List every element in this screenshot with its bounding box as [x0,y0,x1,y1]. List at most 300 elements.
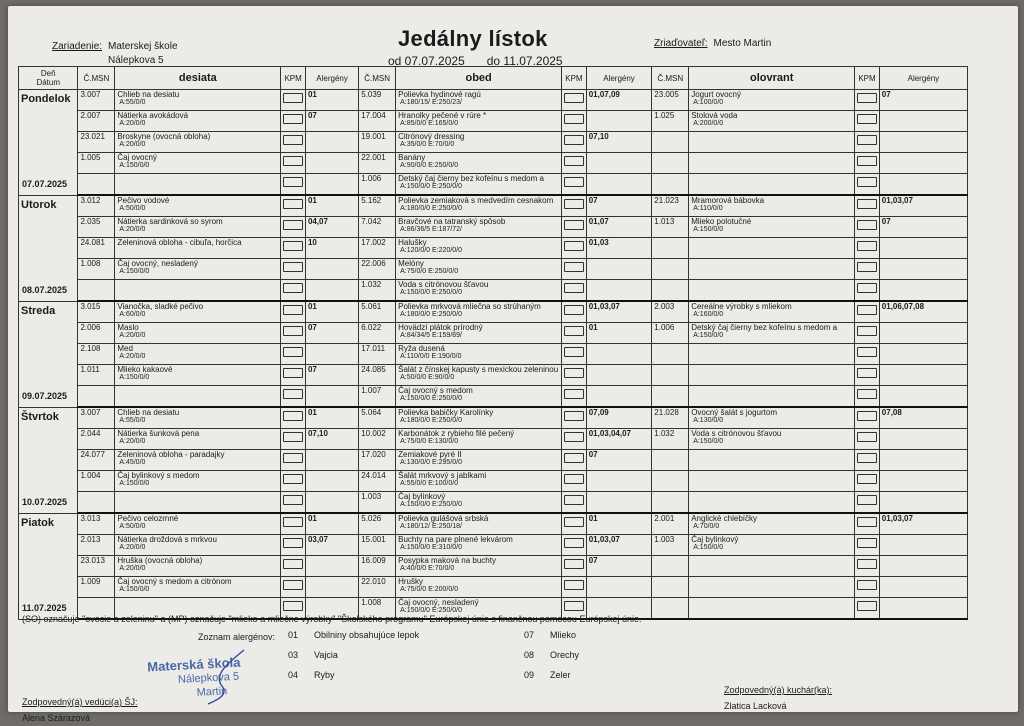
day-cell [19,407,78,513]
table-row [19,407,968,429]
table-row [19,471,968,492]
desiata-kpm-cell [281,407,306,429]
desiata-kpm-cell [281,90,306,111]
obed-dish-name: Halušky [398,238,427,247]
obed-msn-code: 10.002 [359,429,396,450]
olovrant-allergens [879,577,967,598]
obed-dish-cell [396,344,562,365]
obed-dish-amount: A:180/12/ E:250/18/ [400,523,462,530]
obed-allergens [586,280,652,302]
olovrant-kpm-cell [855,556,880,577]
olovrant-dish-amount: A:70/0/0 [693,523,720,530]
desiata-msn-code: 3.007 [78,407,115,429]
olovrant-msn-code [652,386,689,408]
allergen-legend-item [524,630,576,640]
table-row [19,217,968,238]
obed-kpm-cell [562,280,587,302]
obed-dish-cell [396,513,562,535]
kpm-checkbox [857,559,877,569]
obed-dish-amount: A:85/0/0 E:165/0/0 [400,120,459,127]
table-row [19,365,968,386]
desiata-dish-amount: A:150/0/0 [119,374,150,381]
allergen-name: Ryby [314,670,335,680]
olovrant-kpm-cell [855,195,880,217]
header-msn-obed: Č.MSN [359,67,396,90]
olovrant-dish-amount: A:160/0/0 [693,311,724,318]
olovrant-msn-code: 21.028 [652,407,689,429]
obed-kpm-cell [562,386,587,408]
olovrant-dish-cell [689,577,855,598]
olovrant-dish-amount: A:110/0/0 [693,205,723,212]
obed-allergens: 01,07,09 [586,90,652,111]
desiata-kpm-cell [281,174,306,196]
olovrant-dish-amount: A:150/0/0 [693,332,724,339]
table-row [19,386,968,408]
desiata-allergens [305,259,358,280]
olovrant-allergens [879,556,967,577]
obed-kpm-cell [562,174,587,196]
desiata-kpm-cell [281,153,306,174]
head-name: Alena Szárazová [22,713,91,723]
desiata-dish-cell [115,365,281,386]
olovrant-dish-cell [689,513,855,535]
allergen-legend-item [288,670,335,680]
olovrant-dish-cell [689,153,855,174]
table-row [19,238,968,259]
desiata-allergens [305,174,358,196]
obed-dish-cell [396,301,562,323]
header-olovrant: olovrant [689,67,855,90]
kpm-checkbox [564,326,584,336]
desiata-allergens [305,153,358,174]
obed-dish-name: Voda s citrónovou šťavou [398,280,489,289]
kpm-checkbox [564,559,584,569]
obed-allergens [586,111,652,132]
allergen-name: Vajcia [314,650,338,660]
desiata-dish-cell [115,174,281,196]
olovrant-msn-code: 1.025 [652,111,689,132]
obed-dish-amount: A:150/0/0 E:250/0/0 [400,183,462,190]
obed-allergens [586,471,652,492]
day-name: Štvrtok [21,410,59,423]
kpm-checkbox [857,580,877,590]
olovrant-allergens: 07 [879,217,967,238]
obed-dish-amount: A:130/0/0 E:295/0/0 [400,459,462,466]
obed-msn-code: 5.064 [359,407,396,429]
obed-dish-cell [396,365,562,386]
obed-dish-amount: A:180/0/0 E:250/0/0 [400,417,462,424]
obed-msn-code: 7.042 [359,217,396,238]
desiata-kpm-cell [281,280,306,302]
desiata-dish-name: Čaj ovocný, nesladený [117,259,198,268]
obed-allergens [586,492,652,514]
obed-msn-code: 22.006 [359,259,396,280]
desiata-allergens: 03,07 [305,535,358,556]
olovrant-msn-code: 2.001 [652,513,689,535]
table-row [19,195,968,217]
obed-msn-code: 17.011 [359,344,396,365]
obed-dish-cell [396,429,562,450]
olovrant-allergens [879,111,967,132]
obed-dish-cell [396,556,562,577]
desiata-dish-amount: A:20/0/0 [119,226,146,233]
olovrant-allergens [879,429,967,450]
desiata-allergens [305,577,358,598]
obed-dish-amount: A:150/0/0 E:250/0/0 [400,501,462,508]
olovrant-dish-cell [689,301,855,323]
table-row [19,344,968,365]
desiata-dish-cell [115,429,281,450]
obed-dish-name: Čaj ovocný, nesladený [398,598,479,607]
kpm-checkbox [857,199,877,209]
menu-table [18,66,968,620]
desiata-kpm-cell [281,238,306,259]
allergen-code: 08 [524,650,535,660]
desiata-dish-cell [115,153,281,174]
desiata-dish-name: Broskyne (ovocná obloha) [117,132,211,141]
obed-allergens: 07,10 [586,132,652,153]
olovrant-kpm-cell [855,132,880,153]
obed-msn-code: 24.085 [359,365,396,386]
obed-allergens: 01,03,04,07 [586,429,652,450]
obed-dish-amount: A:150/0/0 E:250/0/0 [400,607,462,614]
desiata-dish-name: Čaj ovocný [117,153,157,162]
desiata-kpm-cell [281,259,306,280]
obed-dish-amount: A:75/0/0 E:250/0/0 [400,268,459,275]
obed-msn-code: 1.003 [359,492,396,514]
desiata-dish-name: Nátierka avokádová [117,111,189,120]
obed-kpm-cell [562,132,587,153]
desiata-dish-amount: A:150/0/0 [119,586,150,593]
olovrant-dish-cell [689,195,855,217]
olovrant-kpm-cell [855,471,880,492]
desiata-kpm-cell [281,132,306,153]
desiata-dish-name: Zeleninová obloha - paradajky [117,450,225,459]
obed-kpm-cell [562,407,587,429]
desiata-allergens: 07 [305,323,358,344]
desiata-msn-code: 3.013 [78,513,115,535]
day-name: Piatok [21,516,55,529]
desiata-msn-code: 3.007 [78,90,115,111]
kpm-checkbox [857,368,877,378]
obed-dish-name: Polievka zemiaková s medvedím cesnakom [398,196,554,205]
kpm-checkbox [564,156,584,166]
obed-dish-cell [396,535,562,556]
olovrant-dish-cell [689,365,855,386]
obed-allergens: 01 [586,323,652,344]
obed-dish-name: Čaj bylinkový [398,492,446,501]
desiata-dish-amount: A:45/0/0 [119,459,146,466]
obed-dish-cell [396,259,562,280]
kpm-checkbox [564,305,584,315]
obed-dish-cell [396,450,562,471]
olovrant-kpm-cell [855,407,880,429]
olovrant-kpm-cell [855,513,880,535]
desiata-dish-amount: A:20/0/0 [119,544,146,551]
kpm-checkbox [564,368,584,378]
kpm-checkbox [857,241,877,251]
olovrant-dish-cell [689,450,855,471]
desiata-dish-cell [115,323,281,344]
kpm-checkbox [564,538,584,548]
desiata-dish-name: Nátierka sardinková so syrom [117,217,223,226]
olovrant-dish-cell [689,556,855,577]
desiata-dish-name: Čaj bylinkový s medom [117,471,200,480]
kpm-checkbox [857,135,877,145]
header-desiata: desiata [115,67,281,90]
day-date: 08.07.2025 [22,284,68,295]
obed-allergens: 01 [586,513,652,535]
obed-dish-cell [396,471,562,492]
olovrant-msn-code [652,556,689,577]
desiata-msn-code: 2.108 [78,344,115,365]
desiata-dish-name: Mlieko kakaové [117,365,173,374]
olovrant-kpm-cell [855,174,880,196]
allergen-code: 01 [288,630,299,640]
allergen-code: 09 [524,670,535,680]
kpm-checkbox [283,114,303,124]
olovrant-msn-code: 1.032 [652,429,689,450]
desiata-allergens [305,492,358,514]
olovrant-dish-amount: A:150/0/0 [693,226,724,233]
desiata-allergens [305,280,358,302]
kpm-checkbox [564,389,584,399]
obed-kpm-cell [562,195,587,217]
olovrant-kpm-cell [855,535,880,556]
table-row [19,450,968,471]
desiata-kpm-cell [281,217,306,238]
olovrant-msn-code [652,280,689,302]
desiata-dish-amount: A:50/0/0 [119,205,146,212]
kpm-checkbox [283,601,303,611]
desiata-dish-name: Chlieb na desiatu [117,408,180,417]
obed-allergens [586,344,652,365]
olovrant-dish-name: Voda s citrónovou šťavou [691,429,782,438]
obed-msn-code: 5.061 [359,301,396,323]
desiata-allergens [305,556,358,577]
desiata-kpm-cell [281,365,306,386]
kpm-checkbox [283,517,303,527]
obed-dish-name: Buchty na pare plnené lekvárom [398,535,513,544]
allergen-name: Mlieko [550,630,577,640]
desiata-kpm-cell [281,323,306,344]
olovrant-msn-code [652,153,689,174]
obed-dish-name: Citrónový dressing [398,132,465,141]
header-msn-olovrant: Č.MSN [652,67,689,90]
olovrant-dish-name: Mlieko polotučné [691,217,752,226]
desiata-kpm-cell [281,195,306,217]
header-msn-desiata: Č.MSN [78,67,115,90]
kpm-checkbox [857,347,877,357]
olovrant-msn-code [652,598,689,620]
obed-dish-name: Detský čaj čierny bez kofeínu s medom a [398,174,544,183]
stamp-line-2: Nálepkova 5 [177,670,240,686]
obed-dish-name: Šalát mrkvový s jablkami [398,471,487,480]
kpm-checkbox [564,114,584,124]
obed-dish-amount: A:180/15/ E:250/23/ [400,99,462,106]
olovrant-msn-code: 21.023 [652,195,689,217]
obed-msn-code: 19.001 [359,132,396,153]
olovrant-dish-amount: A:150/0/0 [693,544,724,551]
obed-dish-cell [396,280,562,302]
desiata-dish-amount: A:50/0/0 [119,523,146,530]
desiata-msn-code [78,174,115,196]
obed-dish-name: Čaj ovocný s medom [398,386,473,395]
desiata-dish-amount: A:60/0/0 [119,311,146,318]
obed-dish-cell [396,407,562,429]
olovrant-dish-amount: A:150/0/0 [693,438,724,445]
table-row [19,174,968,196]
olovrant-msn-code: 1.003 [652,535,689,556]
desiata-msn-code: 3.012 [78,195,115,217]
obed-allergens [586,153,652,174]
olovrant-msn-code: 23.005 [652,90,689,111]
obed-dish-cell [396,577,562,598]
obed-allergens: 07 [586,195,652,217]
olovrant-allergens [879,365,967,386]
obed-msn-code: 22.001 [359,153,396,174]
table-row [19,259,968,280]
head-signature [22,694,138,726]
kpm-checkbox [857,305,877,315]
obed-dish-amount: A:40/0/0 E:70/0/0 [400,565,455,572]
olovrant-allergens: 01,03,07 [879,513,967,535]
olovrant-allergens [879,450,967,471]
desiata-kpm-cell [281,450,306,471]
kpm-checkbox [857,114,877,124]
olovrant-kpm-cell [855,577,880,598]
table-row [19,323,968,344]
obed-dish-name: Zemiakové pyré II [398,450,462,459]
obed-msn-code: 15.001 [359,535,396,556]
signature-scribble [204,646,274,706]
olovrant-msn-code: 1.013 [652,217,689,238]
olovrant-kpm-cell [855,429,880,450]
kpm-checkbox [283,220,303,230]
kpm-checkbox [857,432,877,442]
cook-signature [724,682,832,714]
obed-msn-code: 1.006 [359,174,396,196]
desiata-dish-name: Hruška (ovocná obloha) [117,556,203,565]
obed-dish-cell [396,90,562,111]
desiata-allergens: 01 [305,407,358,429]
desiata-allergens: 10 [305,238,358,259]
olovrant-allergens [879,323,967,344]
obed-msn-code: 17.002 [359,238,396,259]
desiata-msn-code: 1.004 [78,471,115,492]
obed-allergens [586,386,652,408]
olovrant-dish-cell [689,535,855,556]
kpm-checkbox [283,432,303,442]
olovrant-allergens [879,598,967,620]
allergen-legend-item [524,670,571,680]
obed-dish-amount: A:35/0/0 E:70/0/0 [400,141,455,148]
kpm-checkbox [857,538,877,548]
header-alergeny-desiata: Alergény [305,67,358,90]
kpm-checkbox [283,199,303,209]
obed-msn-code: 16.009 [359,556,396,577]
allergen-legend-item [288,630,419,640]
obed-dish-cell [396,195,562,217]
header-day-date: Deň Dátum [19,67,78,90]
desiata-allergens: 01 [305,301,358,323]
obed-msn-code: 5.162 [359,195,396,217]
obed-msn-code: 1.007 [359,386,396,408]
obed-allergens [586,577,652,598]
desiata-dish-cell [115,492,281,514]
kpm-checkbox [857,262,877,272]
table-row [19,280,968,302]
olovrant-allergens [879,535,967,556]
facility-address: Nálepkova 5 [108,55,164,66]
kpm-checkbox [564,241,584,251]
olovrant-dish-cell [689,174,855,196]
obed-allergens: 01,03,07 [586,301,652,323]
allergen-code: 07 [524,630,535,640]
date-from: od 07.07.2025 [388,54,465,68]
obed-dish-amount: A:75/0/0 E:200/0/0 [400,586,459,593]
olovrant-kpm-cell [855,217,880,238]
obed-dish-cell [396,386,562,408]
obed-msn-code: 1.008 [359,598,396,620]
kpm-checkbox [283,368,303,378]
desiata-dish-cell [115,238,281,259]
table-row [19,492,968,514]
allergen-name: Orechy [550,650,580,660]
obed-dish-amount: A:110/0/0 E:190/0/0 [400,353,462,360]
kpm-checkbox [283,347,303,357]
olovrant-dish-name: Cereálne výrobky s mliekom [691,302,792,311]
obed-kpm-cell [562,217,587,238]
table-row [19,90,968,111]
desiata-dish-amount: A:20/0/0 [119,438,146,445]
olovrant-dish-cell [689,111,855,132]
desiata-msn-code: 2.013 [78,535,115,556]
obed-dish-cell [396,323,562,344]
desiata-kpm-cell [281,111,306,132]
desiata-msn-code: 1.011 [78,365,115,386]
table-row [19,153,968,174]
olovrant-kpm-cell [855,90,880,111]
stamp-line-3: Martin [196,685,228,699]
olovrant-dish-name: Jogurt ovocný [691,90,741,99]
olovrant-dish-amount: A:200/0/0 [693,120,724,127]
allergen-code: 03 [288,650,299,660]
desiata-dish-name: Med [117,344,133,353]
desiata-dish-amount: A:20/0/0 [119,332,146,339]
table-row [19,301,968,323]
header-alergeny-olovrant: Alergény [879,67,967,90]
obed-kpm-cell [562,238,587,259]
obed-kpm-cell [562,111,587,132]
desiata-msn-code: 1.005 [78,153,115,174]
kpm-checkbox [283,559,303,569]
olovrant-kpm-cell [855,323,880,344]
olovrant-kpm-cell [855,450,880,471]
desiata-kpm-cell [281,429,306,450]
obed-dish-amount: A:55/0/0 E:100/0/0 [400,480,459,487]
kpm-checkbox [857,474,877,484]
olovrant-dish-cell [689,280,855,302]
desiata-dish-cell [115,90,281,111]
kpm-checkbox [857,411,877,421]
olovrant-msn-code [652,174,689,196]
desiata-dish-amount: A:20/0/0 [119,141,146,148]
obed-kpm-cell [562,577,587,598]
kpm-checkbox [283,283,303,293]
desiata-dish-cell [115,513,281,535]
obed-dish-amount: A:86/36/5 E:187/72/ [400,226,462,233]
